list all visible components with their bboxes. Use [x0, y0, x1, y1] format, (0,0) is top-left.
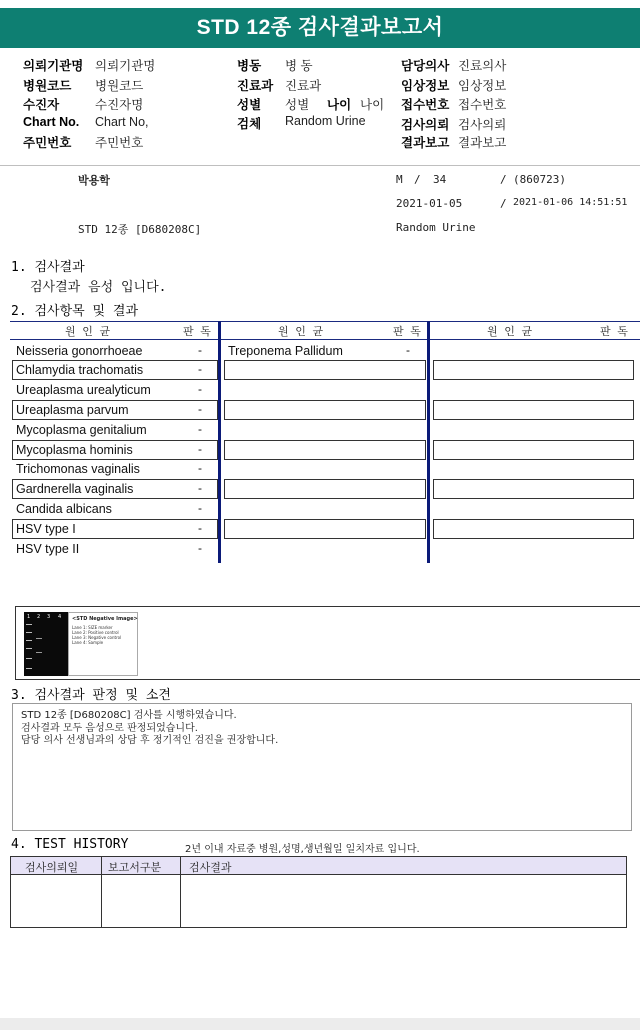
test-code: STD 12종 [D680208C] — [78, 223, 202, 236]
organism-name: Neisseria gonorrhoeae — [16, 344, 143, 358]
gel-band — [26, 624, 32, 625]
organism-name: Chlamydia trachomatis — [16, 363, 144, 377]
opinion-line: 검사결과 모두 음성으로 판정되었습니다. — [21, 722, 198, 734]
organism-result: - — [198, 442, 202, 456]
organism-name: Ureaplasma urealyticum — [16, 383, 151, 397]
patient-age: 34 — [433, 173, 447, 186]
organism-result: - — [198, 461, 202, 475]
gel-legend-line: Lane 2: Positive control — [72, 630, 119, 635]
opinion-box — [12, 703, 632, 831]
result-summary: 검사결과 음성 입니다. — [30, 280, 167, 295]
info-value: 병 동 — [285, 59, 313, 73]
info-label: 검체 — [237, 117, 262, 131]
info-label: 진료과 — [237, 79, 274, 93]
organism-name: Treponema Pallidum — [228, 344, 343, 358]
organism-result: - — [198, 362, 202, 376]
info-label: 접수번호 — [401, 98, 450, 112]
info-label: 임상정보 — [401, 79, 450, 93]
history-table-header — [11, 857, 626, 875]
info-value: Chart No, — [95, 115, 149, 129]
info-value: 결과보고 — [458, 136, 507, 150]
organism-result: - — [198, 481, 202, 495]
report-title: STD 12종 검사결과보고서 — [0, 8, 640, 48]
history-note: 2년 이내 자료중 병원,성명,생년월일 일치자료 입니다. — [185, 844, 420, 855]
lane-number: 4 — [58, 614, 62, 620]
section-title-history: 4. TEST HISTORY — [11, 837, 129, 852]
empty-row-box — [433, 360, 634, 380]
history-column-divider — [101, 857, 102, 927]
empty-row-box — [224, 440, 426, 460]
gel-electrophoresis-image — [24, 612, 68, 676]
info-value: 접수번호 — [458, 98, 507, 112]
organism-name: Ureaplasma parvum — [16, 403, 129, 417]
organism-result: - — [198, 382, 202, 396]
info-label: 의뢰기관명 — [23, 59, 84, 73]
empty-row-box — [433, 479, 634, 499]
info-value: 진료의사 — [458, 59, 507, 73]
info-label: 병동 — [237, 59, 262, 73]
header-info — [0, 50, 640, 166]
report-datetime: 2021-01-06 14:51:51 — [513, 197, 628, 208]
organism-result: - — [198, 521, 202, 535]
column-header-result: 판 독 — [600, 325, 628, 338]
gel-band — [26, 632, 32, 633]
info-value: 나이 — [360, 98, 385, 112]
info-value: Random Urine — [285, 114, 366, 128]
organism-result: - — [198, 343, 202, 357]
info-label: 결과보고 — [401, 136, 450, 150]
organism-name: Mycoplasma hominis — [16, 443, 133, 457]
info-value: 성별 — [285, 98, 310, 112]
empty-row-box — [224, 479, 426, 499]
organism-name: HSV type I — [16, 522, 76, 536]
gel-band — [26, 668, 32, 669]
info-label: 병원코드 — [23, 79, 72, 93]
organism-result: - — [198, 541, 202, 555]
organism-name: HSV type II — [16, 542, 80, 556]
column-divider — [218, 321, 221, 563]
organism-result: - — [198, 422, 202, 436]
column-header-organism: 원 인 균 — [487, 325, 533, 338]
request-date: 2021-01-05 — [396, 197, 463, 210]
history-header-cell: 검사의뢰일 — [25, 861, 79, 874]
column-header-organism: 원 인 균 — [278, 325, 324, 338]
section-title-result: 1. 검사결과 — [11, 260, 85, 275]
column-header-result: 판 독 — [393, 325, 421, 338]
page-bottom-strip — [0, 1018, 640, 1030]
patient-birth: (860723) — [513, 173, 566, 186]
gel-legend — [68, 612, 138, 676]
gel-legend-title: <STD Negative Image> — [72, 616, 138, 622]
info-value: 주민번호 — [95, 136, 144, 150]
info-value: 수진자명 — [95, 98, 144, 112]
organism-result: - — [198, 402, 202, 416]
gel-band — [26, 648, 32, 649]
gel-legend-line: Lane 3: Negative control — [72, 635, 122, 640]
lane-number: 3 — [47, 614, 51, 620]
empty-row-box — [433, 400, 634, 420]
info-label: 성별 — [237, 98, 262, 112]
column-header-result: 판 독 — [183, 325, 211, 338]
history-table — [10, 856, 627, 928]
separator: / — [414, 173, 421, 186]
info-value: 병원코드 — [95, 79, 144, 93]
info-label: 검사의뢰 — [401, 118, 450, 132]
separator: / — [500, 173, 507, 186]
info-label: 담당의사 — [401, 59, 450, 73]
gel-band — [26, 658, 32, 659]
empty-row-box — [433, 440, 634, 460]
patient-sex: M — [396, 173, 403, 186]
info-label: Chart No. — [23, 115, 80, 129]
organism-name: Trichomonas vaginalis — [16, 462, 140, 476]
organism-result: - — [198, 501, 202, 515]
patient-name: 박용학 — [78, 174, 110, 187]
items-table-header — [10, 321, 640, 340]
section-title-opinion: 3. 검사결과 판정 및 소견 — [11, 688, 171, 703]
info-value: 의뢰기관명 — [95, 59, 156, 73]
info-value: 임상정보 — [458, 79, 507, 93]
gel-legend-line: Lane 1: SIZE marker — [72, 625, 113, 630]
section-title-items: 2. 검사항목 및 결과 — [11, 304, 139, 319]
organism-result: - — [406, 343, 410, 357]
history-column-divider — [180, 857, 181, 927]
info-label: 주민번호 — [23, 136, 72, 150]
info-value: 검사의뢰 — [458, 118, 507, 132]
history-header-cell: 보고서구분 — [108, 861, 162, 874]
info-value: 진료과 — [285, 79, 322, 93]
empty-row-box — [224, 400, 426, 420]
separator: / — [500, 197, 507, 210]
gel-band — [26, 640, 32, 641]
column-header-organism: 원 인 균 — [65, 325, 111, 338]
empty-row-box — [433, 519, 634, 539]
lane-number: 1 — [27, 614, 31, 620]
empty-row-box — [224, 360, 426, 380]
organism-name: Gardnerella vaginalis — [16, 482, 134, 496]
lane-number: 2 — [37, 614, 41, 620]
info-label: 수진자 — [23, 98, 60, 112]
gel-band — [36, 638, 42, 639]
gel-band — [36, 652, 42, 653]
opinion-line: 담당 의사 선생님과의 상담 후 정기적인 검진을 권장합니다. — [21, 735, 279, 746]
specimen: Random Urine — [396, 221, 476, 234]
column-divider — [427, 321, 430, 563]
organism-name: Candida albicans — [16, 502, 112, 516]
opinion-line: STD 12종 [D680208C] 검사를 시행하였습니다. — [21, 710, 237, 721]
organism-name: Mycoplasma genitalium — [16, 423, 147, 437]
info-label: 나이 — [327, 98, 352, 112]
empty-row-box — [224, 519, 426, 539]
gel-legend-line: Lane 4: Sample — [72, 640, 104, 645]
history-header-cell: 검사결과 — [189, 861, 232, 874]
